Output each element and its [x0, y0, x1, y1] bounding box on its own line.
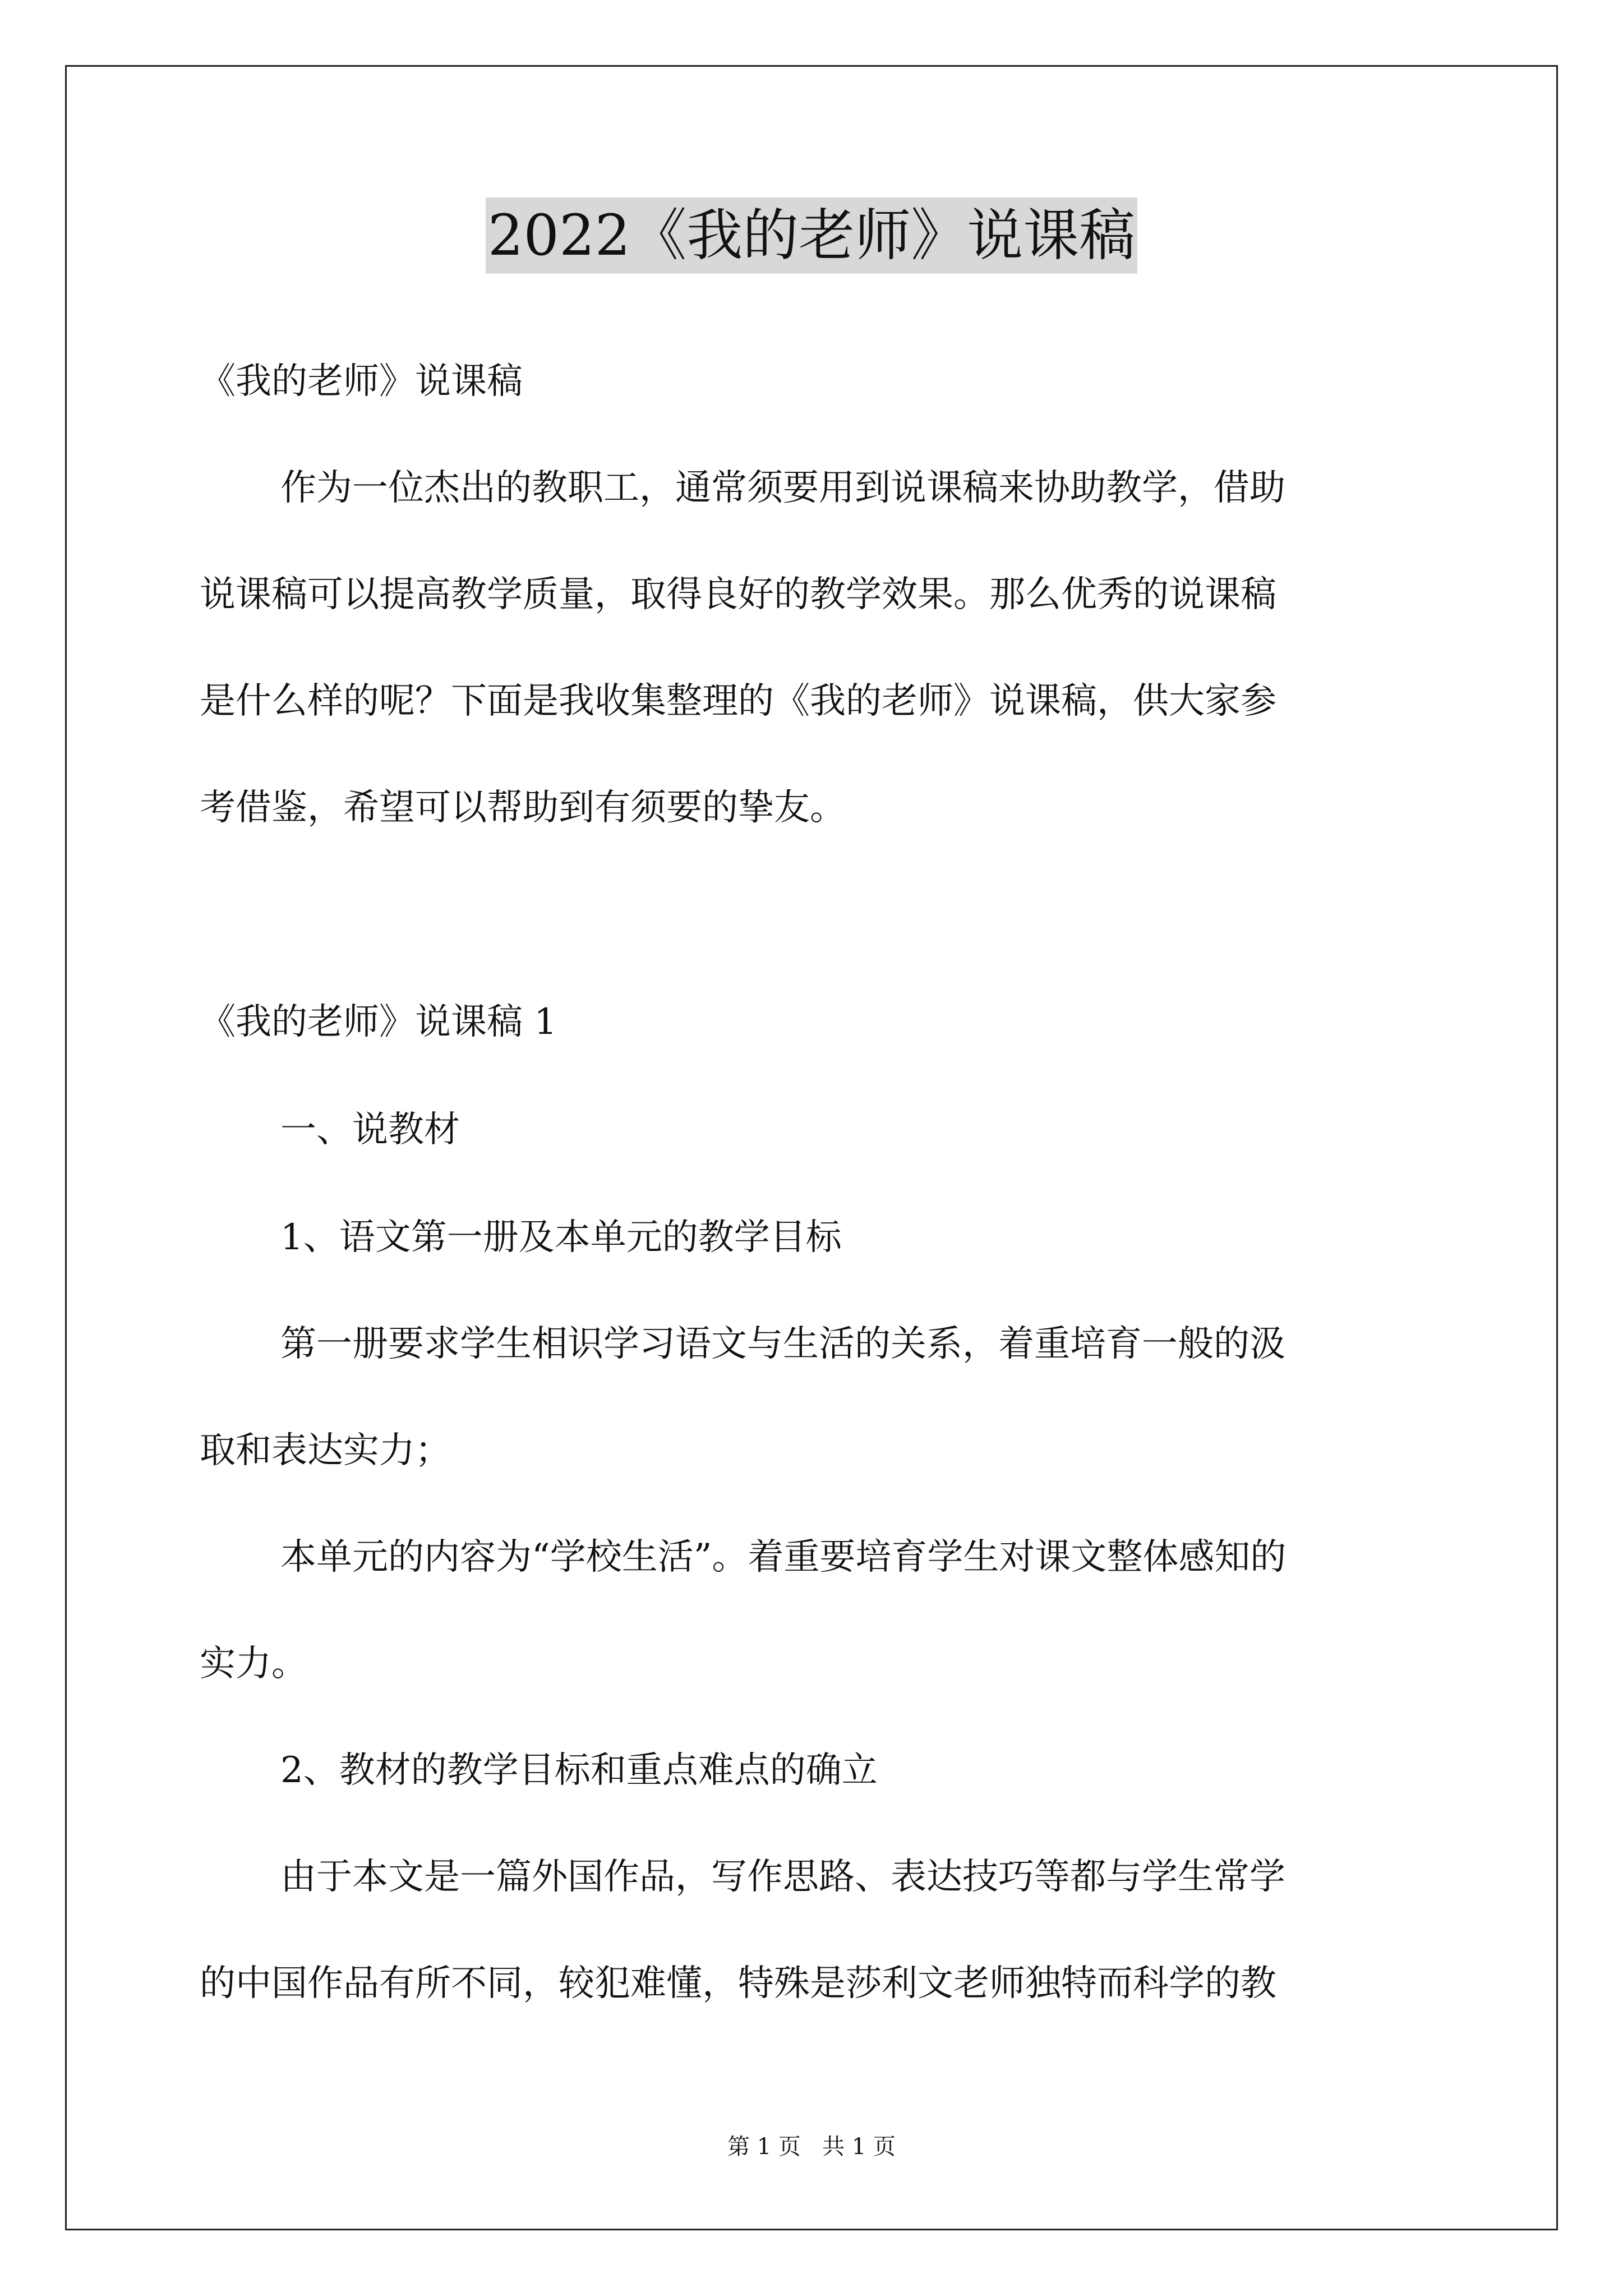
paragraph-line: 本单元的内容为“学校生活”。着重要培育学生对课文整体感知的 — [280, 1536, 1287, 1578]
paragraph-line: 实力。 — [200, 1643, 307, 1685]
subsection-heading: 1、语文第一册及本单元的教学目标 — [280, 1217, 842, 1258]
subtitle-line: 《我的老师》说课稿 — [200, 361, 523, 402]
document-title: 2022《我的老师》说课稿 — [486, 197, 1138, 274]
paragraph-line: 作为一位杰出的教职工，通常须要用到说课稿来协助教学，借助 — [280, 467, 1285, 509]
title-container — [0, 197, 1623, 274]
page-footer: 第 1 页 共 1 页 — [727, 2134, 896, 2160]
paragraph-line: 考借鉴，希望可以帮助到有须要的挚友。 — [200, 787, 846, 829]
subsection-heading: 一、说教材 — [280, 1109, 460, 1151]
section-heading: 《我的老师》说课稿 1 — [200, 1001, 557, 1043]
subsection-heading: 2、教材的教学目标和重点难点的确立 — [280, 1750, 878, 1791]
paragraph-line: 的中国作品有所不同，较犯难懂，特殊是莎利文老师独特而科学的教 — [200, 1963, 1276, 2004]
paragraph-line: 取和表达实力； — [200, 1430, 451, 1471]
paragraph-line: 说课稿可以提高教学质量，取得良好的教学效果。那么优秀的说课稿 — [200, 574, 1276, 615]
paragraph-line: 由于本文是一篇外国作品，写作思路、表达技巧等都与学生常学 — [280, 1856, 1285, 1898]
paragraph-line: 第一册要求学生相识学习语文与生活的关系，着重培育一般的汲 — [280, 1323, 1285, 1365]
paragraph-line: 是什么样的呢？下面是我收集整理的《我的老师》说课稿，供大家参 — [200, 680, 1276, 722]
